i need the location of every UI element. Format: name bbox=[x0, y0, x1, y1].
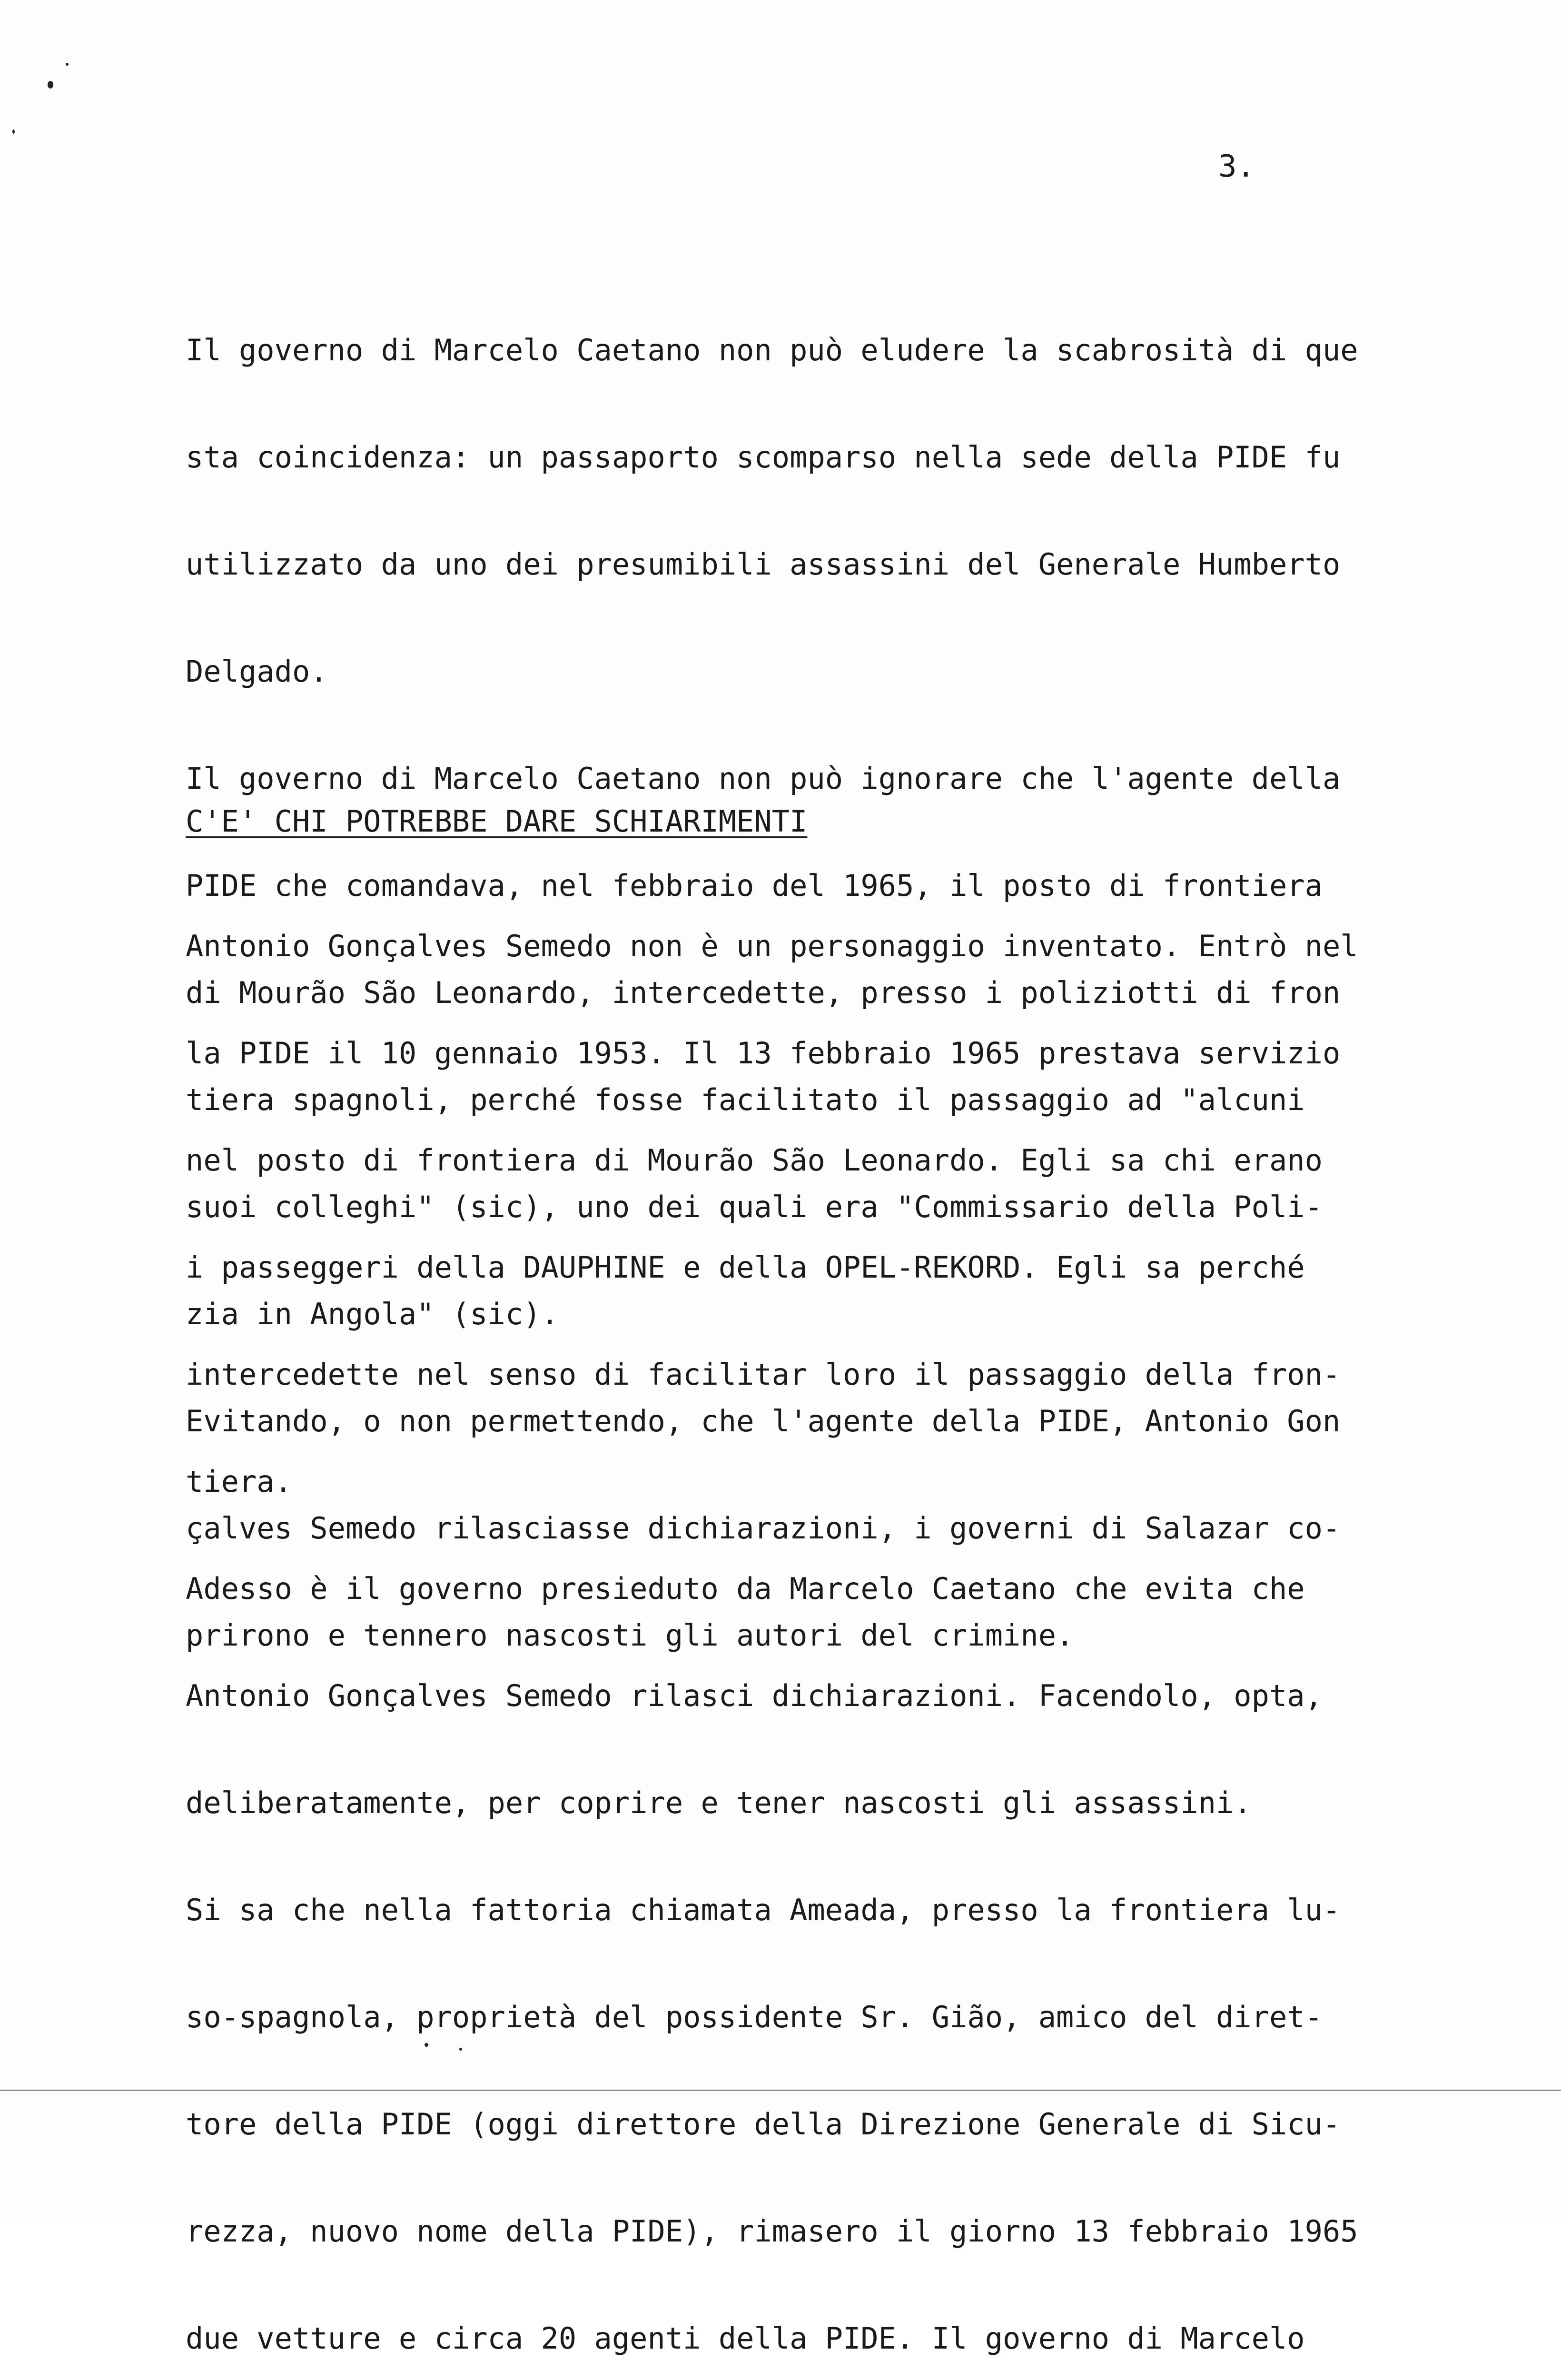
text-line: prirono e tennero nascosti gli autori del crimine. bbox=[186, 1618, 1074, 1653]
text-line: so-spagnola, proprietà del possidente Sr. Gião, amico del diret- bbox=[186, 2000, 1323, 2034]
scan-speck bbox=[66, 63, 69, 66]
text-line: suoi colleghi" (sic), uno dei quali era "Commissario della Poli- bbox=[186, 1190, 1323, 1224]
text-line: Delgado. bbox=[186, 654, 328, 689]
text-line: tiera. bbox=[186, 1464, 292, 1499]
text-line: rezza, nuovo nome della PIDE), rimasero il giorno 13 febbraio 1965 bbox=[186, 2214, 1358, 2249]
text-line: PIDE che comandava, nel febbraio del 1965, il posto di frontiera bbox=[186, 868, 1323, 903]
text-line: tiera spagnoli, perché fosse facilitato il passaggio ad "alcuni bbox=[186, 1082, 1305, 1117]
text-line: i passeggeri della DAUPHINE e della OPEL-REKORD. Egli sa perché bbox=[186, 1250, 1305, 1285]
text-line: intercedette nel senso di facilitar loro il passaggio della fron- bbox=[186, 1357, 1341, 1392]
text-line: sta coincidenza: un passaporto scomparso nella sede della PIDE fu bbox=[186, 440, 1341, 475]
text-line: Il governo di Marcelo Caetano non può eludere la scabrosità di que bbox=[186, 333, 1358, 367]
scan-speck bbox=[12, 129, 15, 134]
text-line: Adesso è il governo presieduto da Marcelo Caetano che evita che bbox=[186, 1571, 1305, 1606]
text-line: çalves Semedo rilasciasse dichiarazioni, i governi di Salazar co- bbox=[186, 1511, 1341, 1546]
text-line: Evitando, o non permettendo, che l'agente della PIDE, Antonio Gon bbox=[186, 1404, 1341, 1438]
text-line: zia in Angola" (sic). bbox=[186, 1297, 559, 1331]
text-line: tore della PIDE (oggi direttore della Direzione Generale di Sicu- bbox=[186, 2107, 1341, 2142]
text-line: Antonio Gonçalves Semedo non è un personaggio inventato. Entrò nel bbox=[186, 929, 1358, 963]
page-number: 3. bbox=[1218, 149, 1255, 184]
text-line: Antonio Gonçalves Semedo rilasci dichiarazioni. Facendolo, opta, bbox=[186, 1678, 1323, 1713]
page-bottom-rule bbox=[0, 2090, 1561, 2091]
text-line: Si sa che nella fattoria chiamata Ameada, presso la frontiera lu- bbox=[186, 1893, 1341, 1927]
section-heading: C'E' CHI POTREBBE DARE SCHIARIMENTI bbox=[186, 804, 808, 839]
text-line: utilizzato da uno dei presumibili assassini del Generale Humberto bbox=[186, 547, 1341, 582]
text-line: due vetture e circa 20 agenti della PIDE. Il governo di Marcelo bbox=[186, 2321, 1305, 2356]
text-line: nel posto di frontiera di Mourão São Leonardo. Egli sa chi erano bbox=[186, 1143, 1323, 1178]
text-line: la PIDE il 10 gennaio 1953. Il 13 febbraio 1965 prestava servizio bbox=[186, 1036, 1341, 1071]
text-line: Il governo di Marcelo Caetano non può ignorare che l'agente della bbox=[186, 761, 1341, 796]
main-paragraphs bbox=[186, 857, 1471, 2380]
text-line: di Mourão São Leonardo, intercedette, presso i poliziotti di fron bbox=[186, 975, 1341, 1010]
text-line: deliberatamente, per coprire e tener nascosti gli assassini. bbox=[186, 1785, 1252, 1820]
scan-speck bbox=[48, 81, 53, 89]
